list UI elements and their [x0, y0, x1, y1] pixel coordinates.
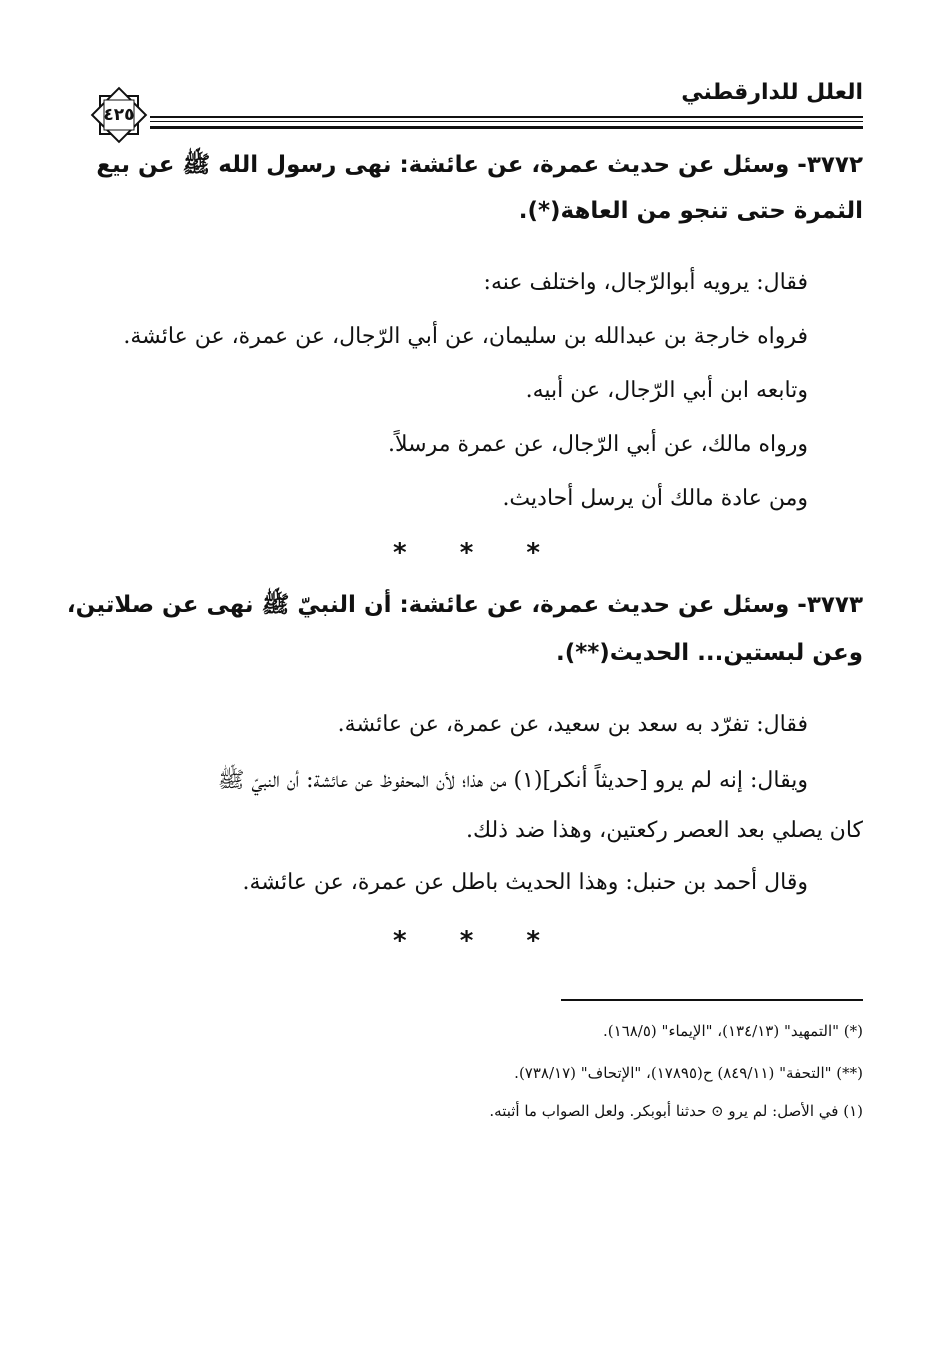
body-line: وتابعه ابن أبي الرّجال، عن أبيه. — [525, 378, 808, 403]
body-line: فرواه خارجة بن عبدالله بن سليمان، عن أبي الرّجال، عن عمرة، عن عائشة. — [123, 324, 808, 349]
body-line: ورواه مالك، عن أبي الرّجال، عن عمرة مرسلاً. — [388, 432, 808, 457]
footnote-rule — [561, 999, 863, 1001]
footnote: (**) "التحفة" (٨٤٩/١١) ح(١٧٨٩٥)، "الإتحاف" (٧٣٨/١٧). — [514, 1064, 863, 1082]
entry-heading-line: الثمرة حتى تنجو من العاهة(*). — [518, 198, 863, 224]
body-line: فقال: يرويه أبوالرّجال، واختلف عنه: — [483, 270, 808, 295]
section-separator: * * * — [393, 926, 540, 956]
body-line: وقال أحمد بن حنبل: وهذا الحديث باطل عن عمرة، عن عائشة. — [242, 870, 808, 895]
footnote: (*) "التمهيد" (١٣٤/١٣)، "الإيماء" (١٦٨/٥). — [603, 1022, 863, 1040]
entry-heading-line: ٣٧٧٢- وسئل عن حديث عمرة، عن عائشة: نهى رسول الله ﷺ عن بيع — [96, 152, 863, 178]
entry-heading-line: وعن لبستين... الحديث(**). — [555, 640, 863, 666]
footnote: (١) في الأصل: لم يرو ⊙ حدثنا أبوبكر. ولعل الصواب ما أثبته. — [489, 1102, 863, 1120]
body-line: ويقال: إنه لم يرو [حديثاً أنكر](١) من هذا؛ لأن المحفوظ عن عائشة: أن النبيّ ﷺ — [217, 768, 808, 793]
header-rule — [150, 121, 863, 122]
entry-heading-line: ٣٧٧٣- وسئل عن حديث عمرة، عن عائشة: أن النبيّ ﷺ نهى عن صلاتين، — [66, 592, 863, 618]
body-line: فقال: تفرّد به سعد بن سعيد، عن عمرة، عن عائشة. — [337, 712, 808, 737]
section-separator: * * * — [393, 538, 540, 568]
page-number-badge — [88, 84, 150, 146]
body-line: كان يصلي بعد العصر ركعتين، وهذا ضد ذلك. — [465, 818, 863, 843]
body-line: ومن عادة مالك أن يرسل أحاديث. — [502, 486, 808, 511]
running-title: العلل للدارقطني — [681, 80, 863, 105]
header-rule — [150, 116, 863, 118]
page-number: ٤٢٥ — [103, 105, 135, 125]
header-rule — [150, 126, 863, 129]
